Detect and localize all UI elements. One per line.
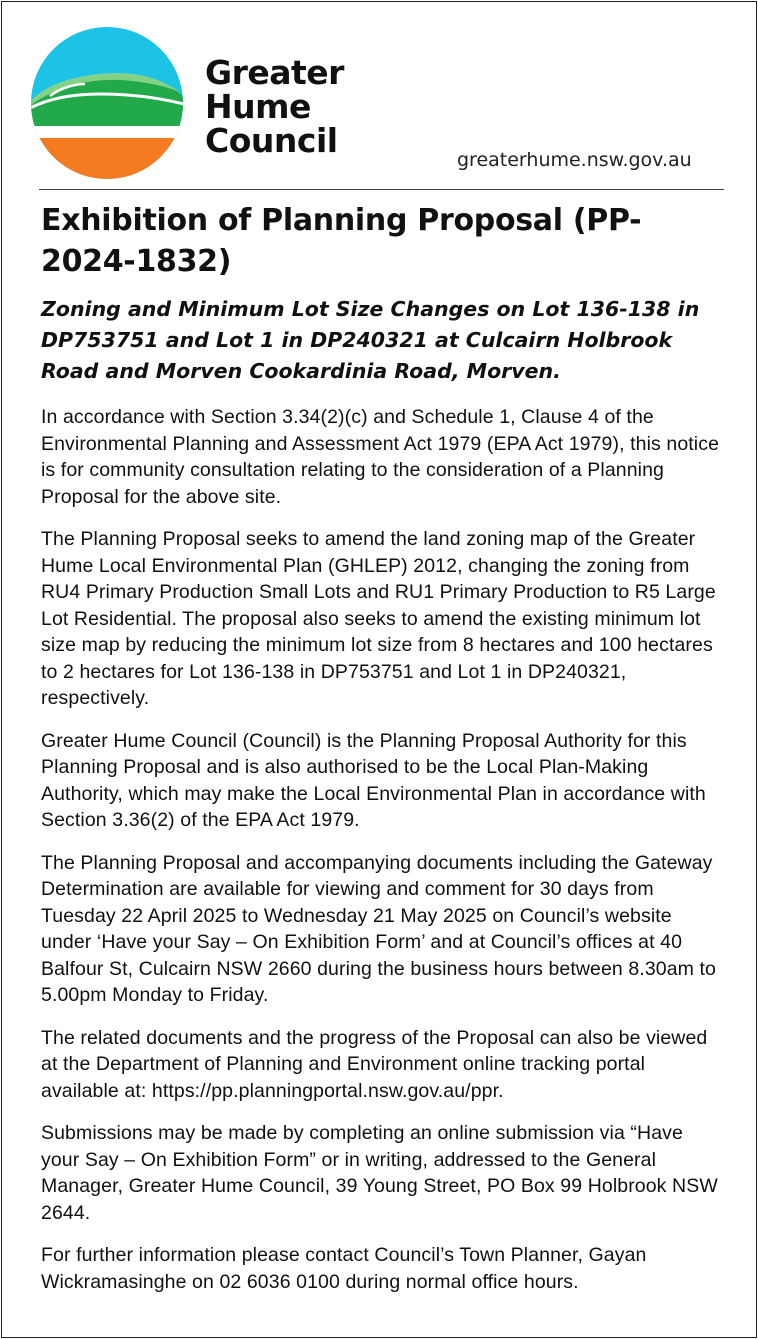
paragraph-contact: For further information please contact Council’s Town Planner, Gayan Wickramasinghe on 02 6036 0100 during normal office hours. [41,1244,647,1293]
council-logo-icon [30,26,184,180]
paragraph-tracking-portal: The related documents and the progress of the Proposal can also be viewed at the Department of Planning and Environment online tracking portal available at: https://pp.planningportal.nsw.gov.au/ppr. [41,1026,708,1102]
website-url: greaterhume.nsw.gov.au [457,149,692,171]
header-divider [39,189,724,190]
logo-soil [30,138,184,180]
notice-body [41,200,726,1311]
paragraph-legal-basis: In accordance with Section 3.34(2)(c) and Schedule 1, Clause 4 of the Environmental Planning and Assessment Act 1979 (EPA Act 1979), this notice is for community consultation relating to the consideration of a Planning Proposal for the above site. [41,406,720,508]
notice-title: Exhibition of Planning Proposal (PP-2024-1832) [41,203,642,279]
brand-line-3: Council [205,121,338,160]
notice-subtitle: Zoning and Minimum Lot Size Changes on Lot 136-138 in DP753751 and Lot 1 in DP240321 at Culcairn Holbrook Road and Morven Cookardinia Road, Morven. [41,297,700,383]
paragraph-authority: Greater Hume Council (Council) is the Planning Proposal Authority for this Planning Proposal and is also authorised to be the Local Plan-Making Authority, which may make the Local Environmental Plan in accordance with Section 3.36(2) of the EPA Act 1979. [41,729,706,831]
paragraph-proposal-details: The Planning Proposal seeks to amend the land zoning map of the Greater Hume Local Environmental Plan (GHLEP) 2012, changing the zoning from RU4 Primary Production Small Lots and RU1 Primary Production to R5 Large Lot Residential. The proposal also seeks to amend the existing minimum lot size map by reducing the minimum lot size from 8 hectares and 100 hectares to 2 hectares for Lot 136-138 in DP753751 and Lot 1 in DP240321, respectively. [41,528,716,709]
brand-line-1: Greater [205,53,344,92]
paragraph-submissions: Submissions may be made by completing an online submission via “Have your Say – On Exhibition Form” or in writing, addressed to the General Manager, Greater Hume Council, 39 Young Street, PO Box 99 Holbrook NSW 2644. [41,1122,718,1224]
paragraph-exhibition-period: The Planning Proposal and accompanying documents including the Gateway Determination are available for viewing and comment for 30 days from Tuesday 22 April 2025 to Wednesday 21 May 2025 on Council’s website under ‘Have your Say – On Exhibition Form’ and at Council’s offices at 40 Balfour St, Culcairn NSW 2660 during the business hours between 8.30am to 5.00pm Monday to Friday. [41,851,717,1006]
notice-frame [1,1,757,1338]
council-wordmark [205,53,344,160]
brand-line-2: Hume [205,87,311,126]
logo-stripe [30,126,184,138]
